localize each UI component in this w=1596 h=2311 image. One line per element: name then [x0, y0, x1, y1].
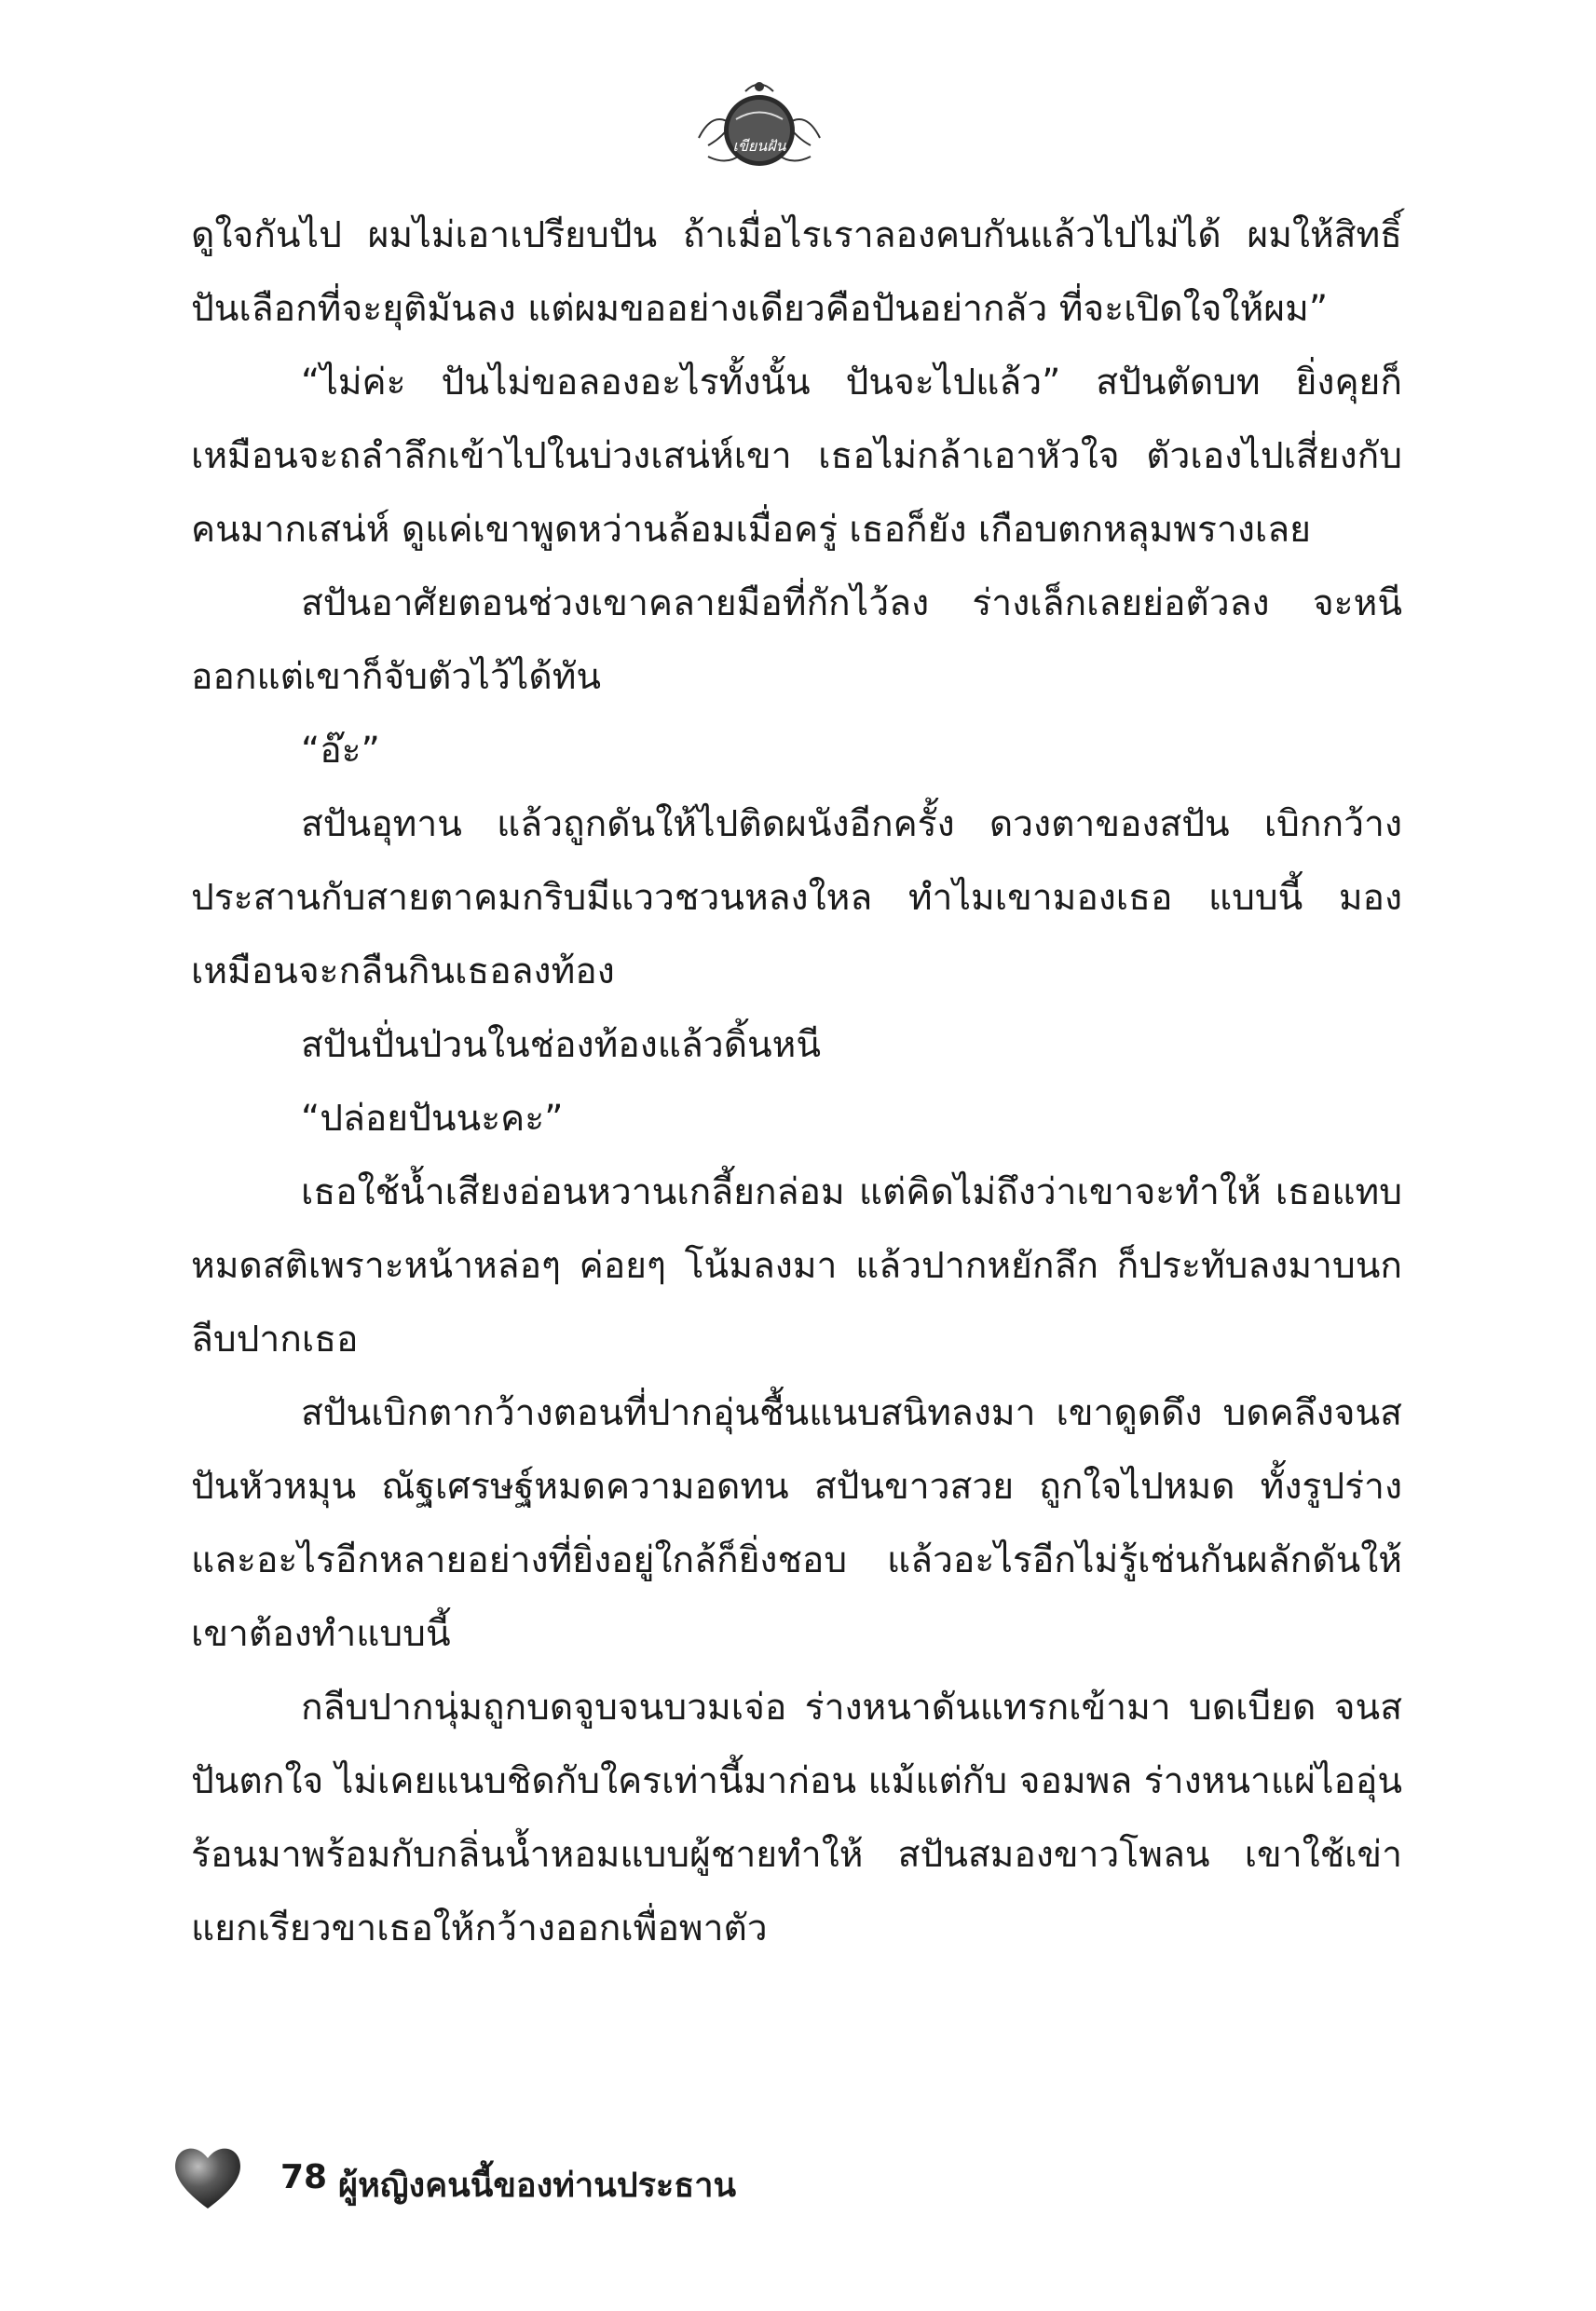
paragraph: ดูใจกันไป ผมไม่เอาเปรียบปัน ถ้าเมื่อไรเราลองคบกันแล้วไปไม่ได้ ผมให้สิทธิ์ปันเลือกที่จะยุติมันลง แต่ผมขออย่างเดียวคือปันอย่ากลัว ที่จะเปิดใจให้ผม”	[191, 214, 1402, 330]
paragraph: “อ๊ะ”	[301, 730, 380, 772]
paragraph: “ปล่อยปันนะคะ”	[301, 1098, 564, 1140]
logo-text: เขียนฝัน	[732, 137, 786, 155]
paragraph: เธอใช้น้ำเสียงอ่อนหวานเกลี้ยกล่อม แต่คิดไม่ถึงว่าเขาจะทำให้ เธอแทบหมดสติเพราะหน้าหล่อๆ ค่อยๆ โน้มลงมา แล้วปากหยักลึก ก็ประทับลงมาบนกลีบปากเธอ	[191, 1171, 1402, 1361]
chapter-body	[191, 198, 1402, 1965]
paragraph: สปันปั่นป่วนในช่องท้องแล้วดิ้นหนี	[301, 1024, 822, 1066]
paragraph: กลีบปากนุ่มถูกบดจูบจนบวมเจ่อ ร่างหนาดันแทรกเข้ามา บดเบียด จนสปันตกใจ ไม่เคยแนบชิดกับใครเท่านี้มาก่อน แม้แต่กับ จอมพล ร่างหนาแผ่ไออุ่นร้อนมาพร้อมกับกลิ่นน้ำหอมแบบผู้ชายทำให้ สปันสมองขาวโพลน เขาใช้เข่าแยกเรียวขาเธอให้กว้างออกเพื่อพาตัว	[191, 1687, 1402, 1949]
paragraph: สปันเบิกตากว้างตอนที่ปากอุ่นชื้นแนบสนิทลงมา เขาดูดดึง บดคลึงจนสปันหัวหมุน ณัฐเศรษฐ์หมดความอดทน สปันขาวสวย ถูกใจไปหมด ทั้งรูปร่าง และอะไรอีกหลายอย่างที่ยิ่งอยู่ใกล้ก็ยิ่งชอบ แล้วอะไรอีกไม่รู้เช่นกันผลักดันให้เขาต้องทำแบบนี้	[191, 1392, 1402, 1655]
book-title: ผู้หญิงคนนี้ของท่านประธาน	[338, 2167, 737, 2205]
heart-icon	[171, 2141, 245, 2212]
paragraph: สปันอุทาน แล้วถูกดันให้ไปติดผนังอีกครั้ง ดวงตาของสปัน เบิกกว้างประสานกับสายตาคมกริบมีแววชวนหลงใหล ทำไมเขามองเธอ แบบนี้ มองเหมือนจะกลืนกินเธอลงท้อง	[191, 803, 1402, 992]
paragraph: “ไม่ค่ะ ปันไม่ขอลองอะไรทั้งนั้น ปันจะไปแล้ว” สปันตัดบท ยิ่งคุยก็เหมือนจะถลำลึกเข้าไปในบ่วงเสน่ห์เขา เธอไม่กล้าเอาหัวใจ ตัวเองไปเสี่ยงกับคนมากเสน่ห์ ดูแค่เขาพูดหว่านล้อมเมื่อครู่ เธอก็ยัง เกือบตกหลุมพรางเลย	[191, 362, 1402, 551]
page-footer	[171, 2141, 1195, 2216]
publisher-logo-emblem	[689, 73, 829, 175]
page-number: 78	[280, 2158, 328, 2196]
paragraph: สปันอาศัยตอนช่วงเขาคลายมือที่กักไว้ลง ร่างเล็กเลยย่อตัวลง จะหนีออกแต่เขาก็จับตัวไว้ได้ทัน	[191, 582, 1402, 698]
